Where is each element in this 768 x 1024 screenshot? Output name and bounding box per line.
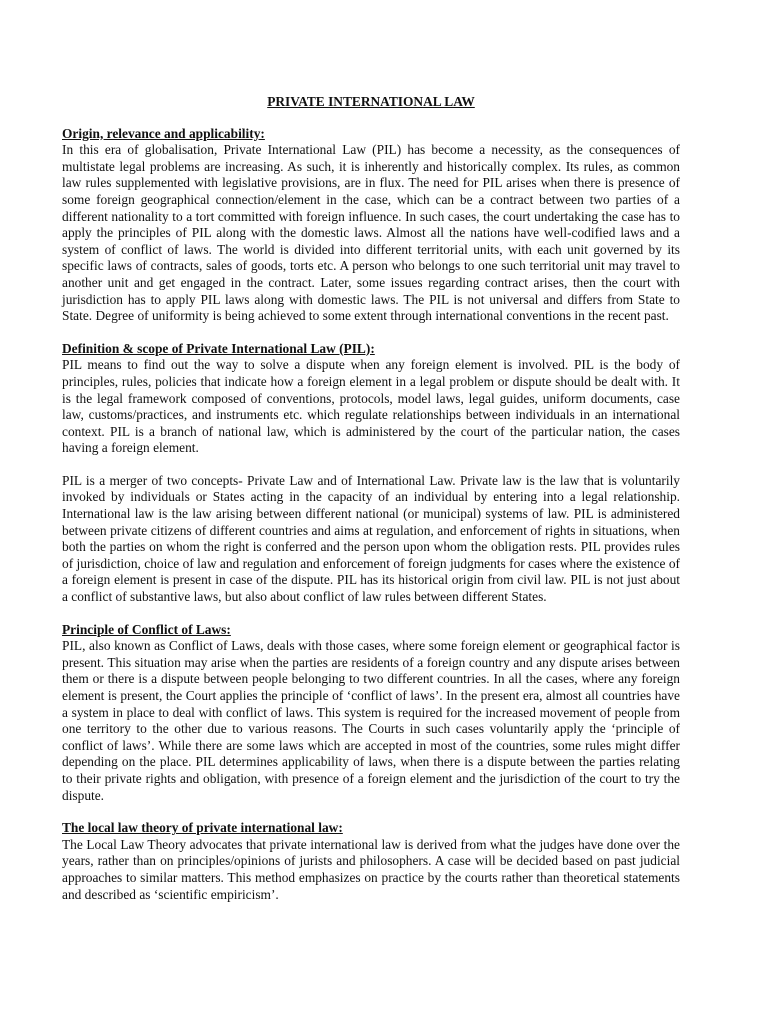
section-heading: The local law theory of private international law: (62, 820, 343, 836)
section-origin (62, 126, 680, 325)
section-conflict-of-laws (62, 622, 680, 805)
paragraph: PIL means to find out the way to solve a dispute when any foreign element is involved. PIL is the body of principles, rules, policies that indicate how a foreign element in a legal problem or dispute should be dealt with. It is the legal framework composed of conventions, protocols, model laws, legal guides, uniform documents, case law, customs/practices, and instruments etc. which regulate relationships between individuals in an international context. PIL is a branch of national law, which is administered by the court of the particular nation, the cases having a foreign element. (62, 357, 680, 456)
section-local-law-theory (62, 820, 680, 903)
document-title: PRIVATE INTERNATIONAL LAW (267, 94, 475, 109)
paragraph: In this era of globalisation, Private International Law (PIL) has become a necessity, as the consequences of multistate legal problems are increasing. As such, it is inherently and historically complex. Its rules, as common law rules supplemented with legislative provisions, are in flux. The need for PIL arises when there is presence of some foreign geographical connection/element in the case, which can be a contract between two parties of a different nationality to a tort committed with foreign influence. In such cases, the court undertaking the case has to apply the principles of PIL along with the domestic laws. Almost all the nations have well-codified laws and a system of conflict of laws. The world is divided into different territorial units, with each unit governed by its specific laws of contracts, sales of goods, torts etc. A person who belongs to one such territorial unit may travel to another unit and get engaged in the contract. Later, some issues regarding contract arises, then the court with jurisdiction has to apply PIL laws along with domestic laws. The PIL is not universal and differs from State to State. Degree of uniformity is being achieved to some extent through international conventions in the recent past. (62, 142, 680, 324)
section-heading: Principle of Conflict of Laws: (62, 621, 231, 637)
section-heading: Origin, relevance and applicability: (62, 125, 265, 141)
section-heading: Definition & scope of Private International Law (PIL): (62, 340, 375, 356)
paragraph: The Local Law Theory advocates that private international law is derived from what the judges have done over the years, rather than on principles/opinions of jurists and philosophers. A case will be decided based on past judicial approaches to similar matters. This method emphasizes on practice by the courts rather than theoretical statements and described as ‘scientific empiricism’. (62, 836, 680, 902)
paragraph: PIL, also known as Conflict of Laws, deals with those cases, where some foreign element or geographical factor is present. This situation may arise when the parties are residents of a foreign country and any dispute arises between them or there is a dispute between people belonging to two different countries. In all the cases, where any foreign element is present, the Court applies the principle of ‘conflict of laws’. In the present era, almost all countries have a system in place to deal with conflict of laws. This system is required for the increased movement of people from one territory to the other due to various reasons. The Courts in such cases voluntarily apply the ‘principle of conflict of laws’. While there are some laws which are accepted in most of the countries, some rules might differ depending on the place. PIL determines applicability of laws, when there is a dispute between the parties relating to their private rights and obligation, with presence of a foreign element and the jurisdiction of the court to try the dispute. (62, 638, 680, 803)
paragraph: PIL is a merger of two concepts- Private Law and of International Law. Private law is the law that is voluntarily invoked by individuals or States acting in the capacity of an individual by entering into a legal relationship. International law is the law arising between different national (or municipal) systems of law. PIL is administered between private citizens of different countries and aims at regulation, and enforcement of rights in situations, when both the parties on whom the right is conferred and the person upon whom the obligation rests. PIL provides rules of jurisdiction, choice of law and regulation and enforcement of foreign judgments for cases where the existence of a foreign element is present in case of the dispute. PIL has its historical origin from civil law. PIL is not just about a conflict of substantive laws, but also about conflict of law rules between different States. (62, 472, 680, 605)
document-page (62, 94, 680, 919)
section-definition (62, 341, 680, 606)
